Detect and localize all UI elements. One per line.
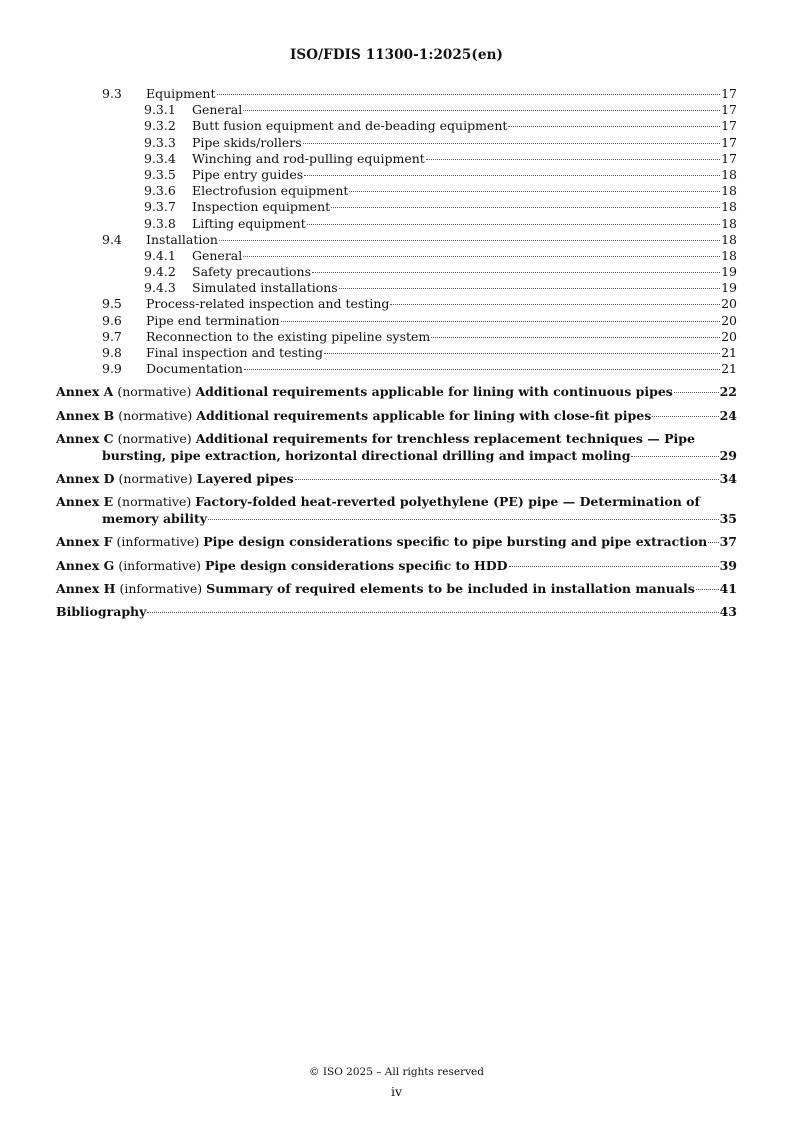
toc-annex-entry[interactable] <box>56 534 737 550</box>
leader-dots <box>208 519 719 520</box>
annex-kind: (normative) <box>118 407 193 423</box>
toc-entry-page: 21 <box>721 361 737 377</box>
toc-entry-number: 9.7 <box>102 328 122 344</box>
toc-entry-page: 18 <box>721 247 737 263</box>
annex-page: 39 <box>719 557 737 573</box>
annex-page: 34 <box>719 471 737 486</box>
toc-entry-number: 9.3 <box>102 86 122 101</box>
toc-entry-title: Reconnection to the existing pipeline system <box>146 328 431 344</box>
toc-entry-title: Pipe end termination <box>146 312 280 328</box>
toc-entry[interactable] <box>56 329 737 345</box>
annex-kind: (informative) <box>118 557 202 573</box>
copyright-footer: © ISO 2025 – All rights reserved <box>309 1066 484 1078</box>
leader-dots <box>295 479 719 480</box>
leader-dots <box>243 110 720 111</box>
annex-title-continued: memory ability <box>102 510 208 526</box>
toc-entry-number: 9.3.2 <box>144 118 176 134</box>
toc-entry-number: 9.3.5 <box>144 166 176 182</box>
annex-title-continued: bursting, pipe extraction, horizontal directional drilling and impact moling <box>102 447 631 463</box>
leader-dots <box>674 392 719 393</box>
toc-entry[interactable] <box>56 86 737 102</box>
leader-dots <box>349 191 720 192</box>
toc-entry-number: 9.3.6 <box>144 183 176 199</box>
annex-page: 35 <box>719 510 737 526</box>
annex-page: 22 <box>719 384 737 400</box>
toc-entry-title: Electrofusion equipment <box>192 183 349 199</box>
toc-entry[interactable] <box>56 232 737 248</box>
leader-dots <box>652 416 718 417</box>
toc-entry-number: 9.3.8 <box>144 215 176 231</box>
leader-dots <box>431 337 720 338</box>
leader-dots <box>243 256 720 257</box>
leader-dots <box>509 566 719 567</box>
annex-title: Additional requirements for trenchless replacement techniques — Pipe <box>195 431 695 447</box>
leader-dots <box>147 612 718 613</box>
toc-annex-entry[interactable] <box>56 558 737 574</box>
annex-page: 41 <box>719 581 737 597</box>
toc-entry-title: Documentation <box>146 361 243 377</box>
annex-label: Annex A <box>56 384 114 400</box>
leader-dots <box>331 207 720 208</box>
toc-entry[interactable] <box>56 199 737 215</box>
toc-entry[interactable] <box>56 361 737 377</box>
toc-entry-number: 9.4.3 <box>144 280 176 296</box>
annex-kind: (normative) <box>117 431 192 447</box>
leader-dots <box>426 159 720 160</box>
annex-title: Additional requirements applicable for lining with continuous pipes <box>195 384 673 400</box>
annex-title: Summary of required elements to be included in installation manuals <box>206 581 695 597</box>
toc-entry[interactable] <box>56 151 737 167</box>
toc-entry[interactable] <box>56 313 737 329</box>
toc-entry-page: 19 <box>721 264 737 280</box>
toc-sections <box>56 86 737 377</box>
leader-dots <box>304 175 720 176</box>
annex-page: 37 <box>719 534 737 550</box>
toc-entry-page: 18 <box>721 166 737 182</box>
page-number: iv <box>390 1084 403 1099</box>
toc-entry-page: 20 <box>721 328 737 344</box>
toc-entry-title: Process-related inspection and testing <box>146 296 390 312</box>
leader-dots <box>307 224 720 225</box>
toc-entry-title: Pipe skids/rollers <box>192 134 302 150</box>
annex-kind: (normative) <box>117 494 192 510</box>
leader-dots <box>281 321 721 322</box>
annex-label: Annex E <box>56 494 114 510</box>
toc-entry-page: 17 <box>721 134 737 150</box>
toc-entry[interactable] <box>56 264 737 280</box>
toc-entry-title: Butt fusion equipment and de-beading equipment <box>192 118 508 134</box>
toc-entry-title: General <box>192 102 243 118</box>
toc-entry-title: Pipe entry guides <box>192 166 304 182</box>
toc-bibliography[interactable] <box>56 604 737 620</box>
toc-entry-number: 9.3.3 <box>144 134 176 150</box>
annex-label: Annex D <box>56 471 115 486</box>
toc-annexes <box>56 384 737 597</box>
toc-entry[interactable] <box>56 167 737 183</box>
annex-kind: (normative) <box>118 471 193 486</box>
toc-entry-number: 9.3.7 <box>144 199 176 215</box>
toc-entry-page: 18 <box>721 215 737 231</box>
leader-dots <box>219 240 720 241</box>
toc-annex-entry[interactable] <box>56 384 737 400</box>
toc-entry-number: 9.9 <box>102 361 122 377</box>
toc-annex-entry[interactable] <box>56 408 737 424</box>
toc-entry-number: 9.4 <box>102 231 122 247</box>
toc-entry-page: 17 <box>721 102 737 118</box>
toc-entry[interactable] <box>56 248 737 264</box>
toc-entry[interactable] <box>56 135 737 151</box>
bibliography-title: Bibliography <box>56 604 147 620</box>
toc-entry-title: General <box>192 247 243 263</box>
toc-entry-number: 9.3.4 <box>144 150 176 166</box>
annex-kind: (informative) <box>116 534 200 550</box>
document-header: ISO/FDIS 11300-1:2025(en) <box>289 47 503 63</box>
annex-label: Annex G <box>56 557 115 573</box>
leader-dots <box>324 353 720 354</box>
toc-annex-entry[interactable] <box>56 581 737 597</box>
annex-label: Annex F <box>56 534 113 550</box>
toc-entry-page: 17 <box>721 150 737 166</box>
leader-dots <box>390 304 720 305</box>
toc-entry[interactable] <box>56 118 737 134</box>
leader-dots <box>631 456 718 457</box>
toc-entry-page: 20 <box>721 296 737 312</box>
toc-entry-number: 9.5 <box>102 296 122 312</box>
toc-annex-entry[interactable] <box>56 494 737 527</box>
toc-entry-title: Safety precautions <box>192 264 311 280</box>
toc-entry-page: 17 <box>721 86 737 101</box>
annex-kind: (normative) <box>117 384 192 400</box>
toc-entry[interactable] <box>56 183 737 199</box>
toc-entry-title: Inspection equipment <box>192 199 331 215</box>
toc-entry-number: 9.8 <box>102 345 122 360</box>
leader-dots <box>339 288 720 289</box>
toc-entry-page: 18 <box>721 199 737 215</box>
toc-entry-page: 20 <box>721 312 737 328</box>
annex-label: Annex C <box>56 431 114 447</box>
annex-label: Annex B <box>56 407 115 423</box>
leader-dots <box>508 126 720 127</box>
annex-title: Layered pipes <box>196 471 294 486</box>
toc-entry[interactable] <box>56 102 737 118</box>
toc-entry-number: 9.4.2 <box>144 264 176 280</box>
toc-entry[interactable] <box>56 216 737 232</box>
leader-dots <box>696 589 719 590</box>
toc-entry[interactable] <box>56 296 737 312</box>
toc-entry-title: Equipment <box>146 86 216 101</box>
annex-page: 24 <box>719 407 737 423</box>
toc-entry-page: 19 <box>721 280 737 296</box>
toc-annex-entry[interactable] <box>56 431 737 464</box>
annex-title: Factory-folded heat-reverted polyethylene (PE) pipe — Determination of <box>195 494 700 510</box>
toc-entry[interactable] <box>56 345 737 361</box>
toc-entry-number: 9.3.1 <box>144 102 176 118</box>
toc-entry-page: 18 <box>721 183 737 199</box>
leader-dots <box>303 143 720 144</box>
table-of-contents <box>56 86 737 621</box>
leader-dots <box>312 272 720 273</box>
toc-entry-page: 21 <box>721 345 737 360</box>
leader-dots <box>244 369 720 370</box>
leader-dots <box>217 94 721 95</box>
toc-entry-title: Installation <box>146 231 218 247</box>
annex-kind: (informative) <box>119 581 203 597</box>
toc-entry-title: Winching and rod-pulling equipment <box>192 150 425 166</box>
annex-title: Additional requirements applicable for lining with close-fit pipes <box>196 407 652 423</box>
toc-entry[interactable] <box>56 280 737 296</box>
toc-entry-number: 9.6 <box>102 312 122 328</box>
toc-entry-page: 17 <box>721 118 737 134</box>
toc-entry-title: Final inspection and testing <box>146 345 323 360</box>
annex-title: Pipe design considerations specific to HDD <box>205 557 508 573</box>
bibliography-page: 43 <box>719 604 737 620</box>
annex-page: 29 <box>719 447 737 463</box>
toc-entry-title: Lifting equipment <box>192 215 306 231</box>
annex-title: Pipe design considerations specific to pipe bursting and pipe extraction <box>203 534 708 550</box>
toc-entry-number: 9.4.1 <box>144 247 176 263</box>
toc-entry-page: 18 <box>721 231 737 247</box>
toc-annex-entry[interactable] <box>56 471 737 487</box>
annex-label: Annex H <box>56 581 116 597</box>
toc-entry-title: Simulated installations <box>192 280 338 296</box>
leader-dots <box>708 542 718 543</box>
